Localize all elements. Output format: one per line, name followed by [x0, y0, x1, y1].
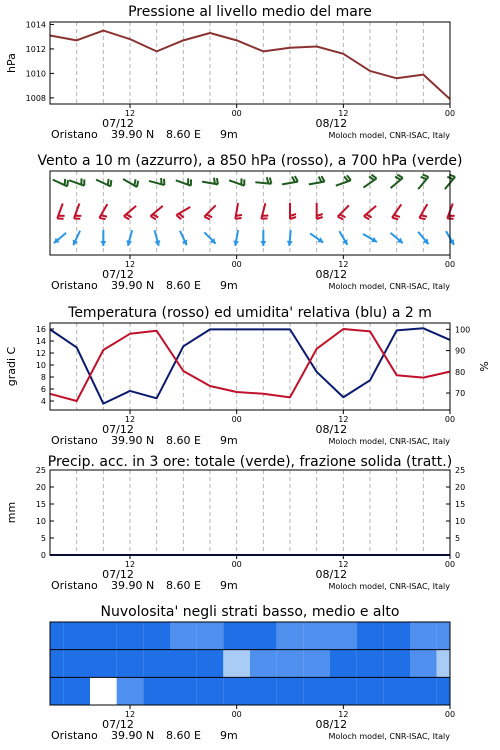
footer-credit: Moloch model, CNR-ISAC, Italy	[328, 131, 450, 140]
plot-frame	[50, 22, 450, 104]
cloud-cell	[197, 622, 224, 650]
y-tick-label: 6	[40, 385, 46, 394]
panel-title: Pressione al livello medio del mare	[128, 4, 372, 20]
y-tick-label: 25	[35, 466, 46, 475]
footer-lon: 8.60 E	[166, 434, 201, 447]
x-date-label: 08/12	[315, 423, 348, 436]
wind-w850-10	[317, 203, 323, 219]
cloud-cell	[90, 650, 117, 678]
cloud-cell	[357, 622, 384, 650]
cloud-cell	[170, 650, 197, 678]
x-date-label: 07/12	[102, 423, 134, 436]
wind-barb	[340, 215, 346, 218]
cloud-cell	[63, 650, 90, 678]
cloud-cell	[330, 650, 357, 678]
y-tick-label: 4	[40, 397, 46, 406]
panel-title: Nuvolosita' negli strati basso, medio e alto	[100, 604, 400, 620]
cloud-cell	[410, 622, 437, 650]
footer-elev: 9m	[220, 128, 238, 141]
cloud-cell	[63, 622, 90, 650]
x-tick-label: 00	[231, 109, 242, 118]
x-tick-label: 00	[444, 260, 456, 269]
wind-arrowhead	[100, 241, 106, 246]
footer-lon: 8.60 E	[166, 128, 201, 141]
wind-w700-3	[123, 179, 138, 187]
cloud-cell	[410, 650, 437, 678]
cloud-cell	[303, 677, 330, 705]
cloud-cell	[250, 622, 277, 650]
y-tick-label: 20	[35, 483, 46, 492]
wind-w10m-7	[233, 230, 239, 246]
cloud-cell	[277, 650, 304, 678]
x-tick-label: 12	[124, 109, 136, 118]
wind-barb	[338, 217, 344, 220]
x-tick-label: 00	[444, 109, 456, 118]
x-date-label: 08/12	[315, 268, 348, 281]
wind-w10m-0	[54, 233, 66, 243]
wind-barb	[214, 178, 215, 184]
cloud-cell	[197, 650, 224, 678]
y-right-tick-label: 25	[455, 466, 466, 475]
footer-elev: 9m	[220, 579, 238, 592]
footer-credit: Moloch model, CNR-ISAC, Italy	[328, 582, 450, 591]
y-tick-label: 1008	[25, 93, 46, 103]
wind-w850-7	[235, 203, 242, 219]
wind-barb	[108, 179, 109, 185]
x-tick-label: 00	[231, 710, 242, 719]
cloud-cell	[143, 650, 170, 678]
x-tick-label: 12	[124, 260, 136, 269]
cloud-cell	[90, 677, 117, 705]
wind-w700-0	[53, 179, 68, 187]
cloud-cell	[250, 677, 277, 705]
plot-frame	[50, 470, 450, 555]
panel-title: Precip. acc. in 3 ore: totale (verde), frazione solida (tratt.)	[47, 454, 453, 470]
cloud-cell	[330, 677, 357, 705]
panel-title: Vento a 10 m (azzurro), a 850 hPa (rosso), a 700 hPa (verde)	[37, 153, 463, 169]
cloud-cell	[170, 622, 197, 650]
x-date-label: 07/12	[102, 568, 134, 581]
wind-w10m-14	[418, 232, 428, 244]
cloud-cell	[357, 650, 384, 678]
y-right-tick-label: 20	[455, 483, 466, 492]
x-date-label: 07/12	[102, 117, 134, 130]
wind-shaft	[309, 182, 325, 185]
wind-w10m-3	[126, 230, 132, 245]
y-tick-label: 12	[35, 349, 46, 358]
x-tick-label: 00	[231, 260, 242, 269]
cloud-cell	[250, 650, 277, 678]
y-tick-label: 16	[35, 325, 46, 334]
cloud-cell	[303, 650, 330, 678]
x-date-label: 07/12	[102, 718, 134, 731]
y-right-tick-label: 90	[455, 346, 466, 356]
cloud-cell	[50, 677, 63, 705]
wind-barb	[236, 215, 242, 216]
x-tick-label: 12	[338, 260, 349, 269]
footer-location: Oristano	[51, 729, 98, 742]
cloud-cell	[117, 677, 144, 705]
y-tick-label: 10	[35, 517, 46, 526]
x-date-label: 07/12	[102, 268, 134, 281]
cloud-cell	[277, 622, 304, 650]
y-tick-label: 1014	[25, 20, 46, 30]
footer-lat: 39.90 N	[111, 729, 155, 742]
cloud-cell	[117, 622, 144, 650]
cloud-cell	[197, 677, 224, 705]
y-right-tick-label: 15	[455, 500, 466, 509]
footer-lon: 8.60 E	[166, 279, 201, 292]
x-tick-label: 12	[124, 415, 136, 424]
wind-arrowhead	[260, 241, 266, 246]
cloud-cell	[410, 677, 437, 705]
panel-1	[5, 4, 455, 141]
panel-4	[5, 454, 465, 592]
wind-w10m-1	[73, 231, 80, 246]
y-right-tick-label: 5	[455, 534, 461, 543]
wind-w850-0	[57, 203, 64, 218]
y-right-tick-label: 10	[455, 517, 466, 526]
wind-w10m-5	[180, 231, 187, 246]
x-date-label: 08/12	[315, 117, 348, 130]
cloud-cell	[330, 622, 357, 650]
y-tick-label: 5	[40, 534, 46, 543]
wind-w850-15	[447, 203, 454, 218]
wind-shaft	[282, 182, 298, 185]
panel-5	[50, 604, 455, 742]
footer-credit: Moloch model, CNR-ISAC, Italy	[328, 282, 450, 291]
wind-barb	[423, 175, 429, 177]
wind-w10m-9	[287, 230, 293, 246]
footer-location: Oristano	[51, 434, 98, 447]
y-axis-label: mm	[5, 501, 18, 524]
cloud-cell	[303, 622, 330, 650]
x-tick-label: 12	[338, 560, 349, 569]
y-tick-label: 8	[40, 373, 46, 382]
y-right-tick-label: 70	[455, 389, 466, 399]
x-tick-label: 12	[338, 109, 349, 118]
wind-w850-1	[74, 203, 81, 218]
wind-barb	[421, 177, 427, 179]
y-right-tick-label: 80	[455, 367, 466, 377]
wind-barb	[421, 215, 427, 216]
wind-barb	[67, 180, 68, 186]
footer-credit: Moloch model, CNR-ISAC, Italy	[328, 437, 450, 446]
panel-title: Temperatura (rosso) ed umidita' relativa (blu) a 2 m	[68, 305, 432, 321]
cloud-cell	[383, 622, 410, 650]
cloud-cell	[223, 650, 250, 678]
y-tick-label: 10	[35, 361, 46, 370]
x-tick-label: 00	[444, 415, 456, 424]
cloud-cell	[383, 650, 410, 678]
footer-lat: 39.90 N	[111, 434, 155, 447]
y-tick-label: 14	[35, 337, 46, 346]
wind-barb	[204, 217, 210, 220]
plot-frame	[50, 323, 450, 410]
footer-location: Oristano	[51, 579, 98, 592]
panel-3	[5, 305, 491, 447]
x-tick-label: 12	[124, 710, 136, 719]
x-tick-label: 00	[231, 560, 242, 569]
footer-lat: 39.90 N	[111, 128, 155, 141]
wind-w10m-8	[260, 230, 266, 246]
wind-barb	[394, 215, 400, 217]
footer-lat: 39.90 N	[111, 579, 155, 592]
y-tick-label: 1010	[25, 69, 46, 79]
cloud-cell	[90, 622, 117, 650]
footer-credit: Moloch model, CNR-ISAC, Italy	[328, 732, 450, 741]
cloud-cell	[437, 677, 450, 705]
cloud-cell	[143, 622, 170, 650]
cloud-cell	[437, 622, 450, 650]
wind-barb	[419, 218, 425, 219]
cloud-cell	[223, 622, 250, 650]
wind-w850-9	[290, 203, 296, 219]
x-tick-label: 00	[231, 415, 242, 424]
wind-barb	[101, 215, 107, 216]
cloud-cell	[383, 677, 410, 705]
x-date-label: 08/12	[315, 718, 348, 731]
footer-elev: 9m	[220, 434, 238, 447]
wind-barb	[392, 218, 398, 220]
y-tick-label: 0	[40, 551, 46, 560]
wind-barb	[137, 181, 138, 187]
temperature-line	[50, 329, 450, 401]
wind-barb	[134, 179, 135, 185]
wind-barb	[99, 218, 105, 219]
x-tick-label: 12	[124, 560, 136, 569]
wind-barb	[217, 178, 218, 184]
wind-barb	[235, 218, 241, 219]
y-tick-label: 1012	[25, 44, 46, 54]
y-right-tick-label: 0	[455, 551, 461, 560]
y-tick-label: 15	[35, 500, 46, 509]
wind-w10m-4	[155, 230, 161, 245]
wind-w850-8	[261, 203, 268, 218]
cloud-cell	[117, 650, 144, 678]
footer-location: Oristano	[51, 128, 98, 141]
cloud-cell	[277, 677, 304, 705]
y-axis-label: hPa	[5, 53, 18, 73]
footer-elev: 9m	[220, 279, 238, 292]
footer-lon: 8.60 E	[166, 579, 201, 592]
cloud-cell	[170, 677, 197, 705]
panel-2	[37, 153, 462, 292]
wind-w10m-2	[100, 230, 106, 246]
cloud-cell	[63, 677, 90, 705]
y-axis-right-label: %	[478, 361, 491, 372]
y-right-tick-label: 100	[455, 325, 471, 335]
y-axis-label: gradi C	[5, 346, 18, 387]
pressure-line	[50, 31, 450, 100]
x-date-label: 08/12	[315, 568, 348, 581]
x-tick-label: 00	[444, 560, 456, 569]
cloud-cell	[357, 677, 384, 705]
x-tick-label: 12	[338, 710, 349, 719]
wind-barb	[65, 179, 66, 185]
cloud-cell	[143, 677, 170, 705]
x-tick-label: 12	[338, 415, 349, 424]
x-tick-label: 00	[444, 710, 456, 719]
cloud-cell	[223, 677, 250, 705]
footer-lon: 8.60 E	[166, 729, 201, 742]
footer-location: Oristano	[51, 279, 98, 292]
cloud-cell	[50, 650, 63, 678]
wind-arrowhead	[287, 241, 293, 246]
footer-elev: 9m	[220, 729, 238, 742]
cloud-cell	[437, 650, 450, 678]
footer-lat: 39.90 N	[111, 279, 155, 292]
wind-barb	[206, 215, 212, 218]
cloud-cell	[50, 622, 63, 650]
wind-barb	[111, 180, 112, 186]
